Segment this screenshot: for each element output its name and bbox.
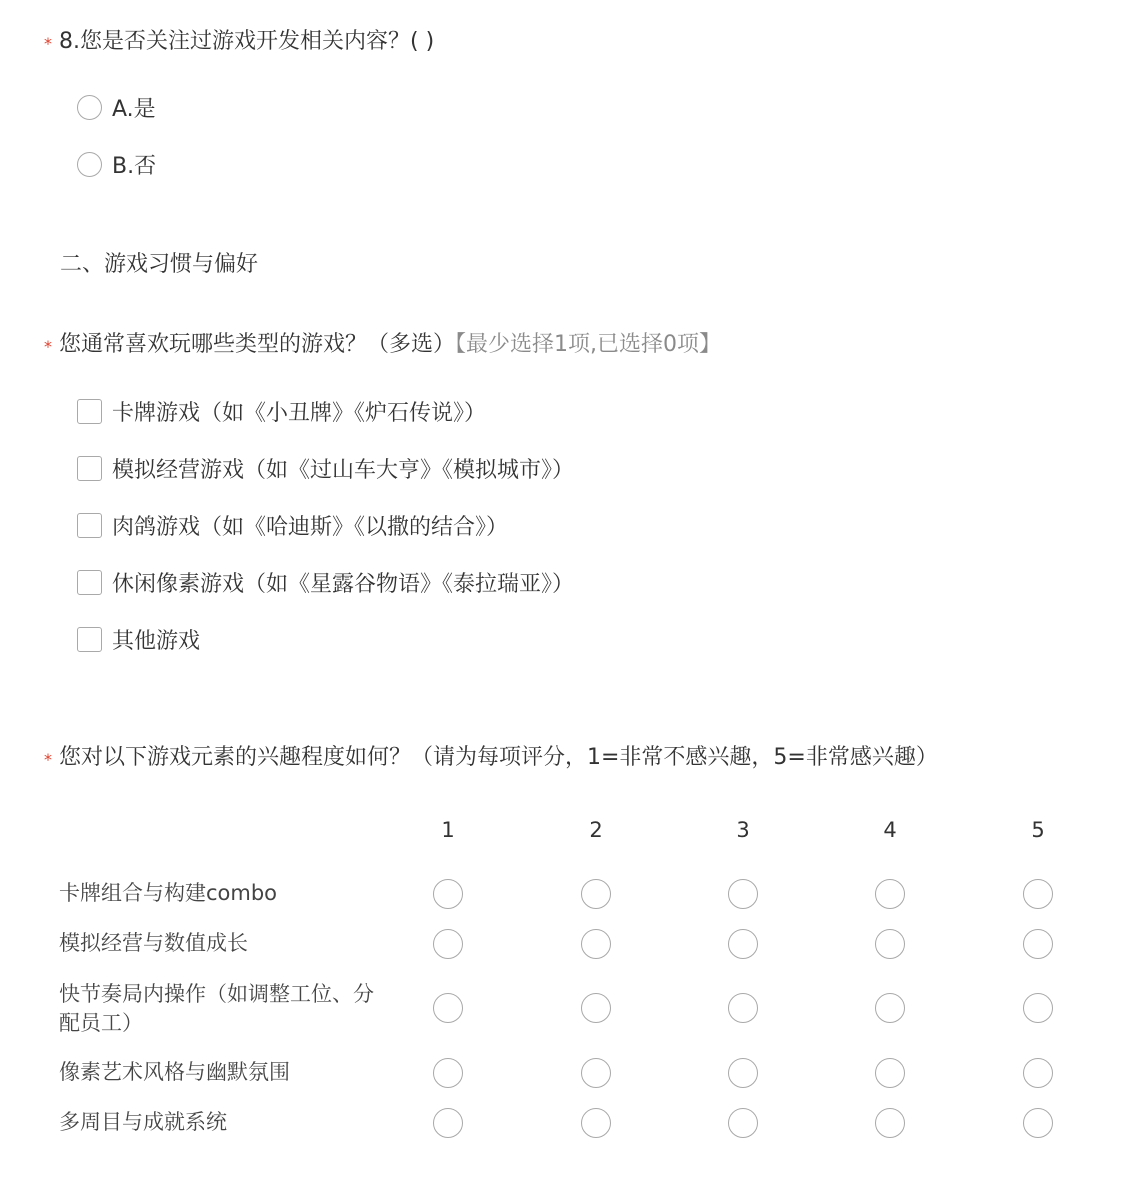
required-mark: *	[44, 750, 52, 769]
question-matrix-title	[44, 743, 938, 775]
option-label: B.否	[112, 153, 157, 179]
matrix-radio-row1-col5[interactable]	[1023, 879, 1053, 909]
matrix-radio-row3-col5[interactable]	[1023, 993, 1053, 1023]
option-label: 其他游戏	[112, 628, 201, 654]
matrix-radio-row5-col3[interactable]	[728, 1108, 758, 1138]
checkbox-option-pixel-games[interactable]	[77, 567, 574, 597]
option-b-no[interactable]	[77, 149, 156, 179]
matrix-radio-row3-col4[interactable]	[875, 993, 905, 1023]
required-mark: *	[44, 337, 52, 356]
selection-hint: 【最少选择1项,已选择0项】	[455, 332, 722, 357]
matrix-radio-row5-col1[interactable]	[433, 1108, 463, 1138]
question-game-types-text: 您通常喜欢玩哪些类型的游戏？（多选）	[59, 332, 456, 357]
checkbox-icon[interactable]	[77, 570, 102, 595]
matrix-radio-row3-col1[interactable]	[433, 993, 463, 1023]
checkbox-option-other-games[interactable]	[77, 624, 200, 654]
matrix-row-label: 模拟经营与数值成长	[59, 931, 248, 955]
matrix-radio-row2-col5[interactable]	[1023, 929, 1053, 959]
section-title: 二、游戏习惯与偏好	[60, 252, 259, 277]
option-label: A.是	[112, 96, 156, 122]
question-8-title	[44, 27, 434, 59]
matrix-radio-row1-col1[interactable]	[433, 879, 463, 909]
matrix-column-5: 5	[1031, 818, 1045, 842]
option-label: 休闲像素游戏（如《星露谷物语》《泰拉瑞亚》）	[112, 571, 575, 597]
question-matrix-text: 您对以下游戏元素的兴趣程度如何？（请为每项评分，1=非常不感兴趣，5=非常感兴趣）	[59, 745, 938, 770]
matrix-radio-row5-col5[interactable]	[1023, 1108, 1053, 1138]
matrix-column-1: 1	[441, 818, 455, 842]
matrix-radio-row5-col2[interactable]	[581, 1108, 611, 1138]
checkbox-icon[interactable]	[77, 513, 102, 538]
option-label: 肉鸽游戏（如《哈迪斯》《以撒的结合》）	[112, 514, 509, 540]
matrix-column-3: 3	[736, 818, 750, 842]
matrix-row-label: 卡牌组合与构建combo	[59, 881, 278, 905]
matrix-column-2: 2	[589, 818, 603, 842]
checkbox-icon[interactable]	[77, 456, 102, 481]
matrix-radio-row1-col4[interactable]	[875, 879, 905, 909]
option-label: 卡牌游戏（如《小丑牌》《炉石传说》）	[112, 400, 487, 426]
matrix-radio-row1-col3[interactable]	[728, 879, 758, 909]
matrix-radio-row2-col3[interactable]	[728, 929, 758, 959]
required-mark: *	[44, 34, 52, 53]
radio-icon[interactable]	[77, 95, 102, 120]
matrix-radio-row4-col5[interactable]	[1023, 1058, 1053, 1088]
question-game-types-title	[44, 330, 721, 362]
option-a-yes[interactable]	[77, 92, 156, 122]
matrix-row-label: 像素艺术风格与幽默氛围	[59, 1060, 290, 1084]
matrix-radio-row3-col3[interactable]	[728, 993, 758, 1023]
checkbox-icon[interactable]	[77, 399, 102, 424]
checkbox-icon[interactable]	[77, 627, 102, 652]
question-8-text: 8.您是否关注过游戏开发相关内容？( )	[59, 29, 435, 54]
matrix-radio-row4-col2[interactable]	[581, 1058, 611, 1088]
matrix-radio-row3-col2[interactable]	[581, 993, 611, 1023]
option-label: 模拟经营游戏（如《过山车大亨》《模拟城市》）	[112, 457, 575, 483]
matrix-radio-row1-col2[interactable]	[581, 879, 611, 909]
matrix-column-4: 4	[883, 818, 897, 842]
matrix-row-label: 多周目与成就系统	[59, 1110, 227, 1134]
matrix-radio-row4-col1[interactable]	[433, 1058, 463, 1088]
matrix-radio-row4-col3[interactable]	[728, 1058, 758, 1088]
matrix-row-label: 快节奏局内操作（如调整工位、分配员工）	[59, 982, 374, 1035]
matrix-radio-row4-col4[interactable]	[875, 1058, 905, 1088]
checkbox-option-simulation-games[interactable]	[77, 453, 574, 483]
checkbox-option-card-games[interactable]	[77, 396, 486, 426]
checkbox-option-roguelike-games[interactable]	[77, 510, 508, 540]
matrix-radio-row5-col4[interactable]	[875, 1108, 905, 1138]
matrix-radio-row2-col2[interactable]	[581, 929, 611, 959]
matrix-radio-row2-col1[interactable]	[433, 929, 463, 959]
matrix-radio-row2-col4[interactable]	[875, 929, 905, 959]
radio-icon[interactable]	[77, 152, 102, 177]
